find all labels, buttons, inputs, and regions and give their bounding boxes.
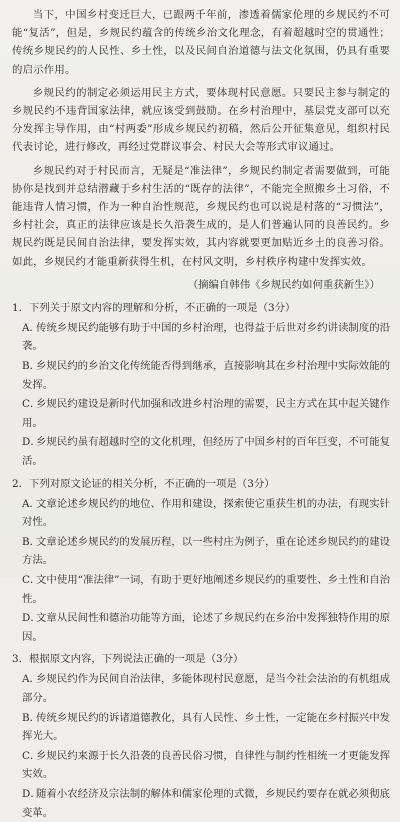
option-text: 乡规民约虽有超越时空的文化机理，但经历了中国乡村的百年巨变，不可能复活。 (22, 436, 390, 467)
question-1-option-d[interactable] (22, 433, 390, 470)
question-3-option-d[interactable] (22, 785, 390, 822)
question-3-option-c[interactable] (22, 747, 390, 784)
question-3-stem: 3．根据原文内容，下列说法正确的一项是（3分） (12, 653, 244, 666)
question-3 (12, 650, 390, 822)
option-letter: D． (22, 612, 41, 625)
question-2-stem: 2．下列对原文论证的相关分析，不正确的一项是（3分） (12, 477, 275, 490)
question-1 (12, 299, 390, 471)
option-text: 文章从民间性和德治功能等方面，论述了乡规民约在乡治中发挥独特作用的原因。 (22, 612, 390, 643)
option-text: 乡规民约建设是新时代加强和改进乡村治理的需要，民主方式在其中起关键作用。 (22, 398, 390, 429)
option-letter: A． (22, 321, 40, 334)
option-letter: B． (22, 535, 41, 548)
passage-paragraph-3: 乡规民约对于村民而言，无疑是“准法律”，乡规民约制定者需要做到，可能协你是找到并总结潜藏于乡村生活的“既存的法律”，不能完全照搬乡土习俗，不能违背人情习惯，作为一种自治性规范，乡规民约也可以说是村落的“习惯法”，乡村社会，真正的法律应该是长久沿袭生成的，是人们普遍认同的良善民约。乡规民约既是民间自治法律，要发挥实效，其内容就要更加贴近乡土的良善习俗。如此，乡规民约才能重新获得生机，在村风文明，乡村秩序构建中发挥实效。 (12, 164, 390, 268)
option-text: 传统乡规民约的诉诸道德教化，具有人民性、乡土性，一定能在乡村振兴中发挥光大。 (22, 711, 390, 743)
option-letter: C． (22, 398, 41, 411)
question-1-option-a[interactable] (22, 319, 390, 356)
option-letter: C． (22, 573, 41, 586)
option-letter: B． (22, 711, 41, 724)
question-2-option-d[interactable] (22, 609, 390, 646)
option-letter: C． (22, 749, 41, 762)
passage-paragraph-1: 当下，中国乡村变迁巨大，已跟两千年前，渗透着儒家伦理的乡规民约不可能“复活”，但是，乡规民约蕴含的传统乡治文化理念，有着超越时空的贯通性；传统乡规民约的人民性、乡土性，以及民间自治道德与法文化氛围，仍具有重要的启示作用。 (12, 9, 390, 76)
option-text: 随着小农经济及宗法制的解体和儒家伦理的式微，乡规民约要存在就必须彻底变革。 (22, 787, 390, 819)
option-letter: D． (22, 787, 41, 800)
option-text: 传统乡规民约能够有助于中国的乡村治理，也得益于后世对乡约讲读制度的沿袭。 (22, 321, 390, 353)
question-1-option-b[interactable] (22, 357, 390, 394)
question-1-stem: 1．下列关于原文内容的理解和分析，不正确的一项是（3分） (12, 301, 296, 314)
passage-source: （摘编自韩伟《乡规民约如何重获新生》） (187, 278, 380, 291)
option-text: 乡规民约作为民间自治法律，多能体现村民意愿，是当今社会法治的有机组成部分。 (22, 673, 390, 704)
option-letter: D． (22, 436, 41, 449)
passage (12, 6, 390, 294)
option-text: 文中使用“准法律”一词，有助于更好地阐述乡规民约的重要性、乡土性和自治性。 (22, 573, 390, 605)
passage-paragraph-2: 乡规民约的制定必须运用民主方式，要体现村民意愿。只要民主参与制定的乡规民约不违背国家法律，就应该受到鼓励。在乡村治理中，基层党支部可以充分发挥主导作用，由“村两委”形成乡规民约初稿，然后公开征集意见，组织村民代表讨论，进行修改，再经过党群议事会、村民大会等形式审议通过。 (12, 86, 390, 154)
question-1-option-c[interactable] (22, 395, 390, 432)
option-letter: A． (22, 497, 40, 510)
option-text: 乡规民约的乡治文化传统能否得到继承，直接影响其在乡村治理中实际效能的发挥。 (22, 360, 390, 391)
option-text: 文章论述乡规民约的发展历程，以一些村庄为例子，重在论述乡规民约的建设方法。 (22, 535, 390, 567)
question-2-option-a[interactable] (22, 495, 390, 532)
question-2-option-b[interactable] (22, 533, 390, 570)
option-text: 乡规民约来源于长久沿袭的良善民俗习惯，自律性与制约性相统一才更能发挥实效。 (22, 749, 390, 781)
option-text: 文章论述乡规民约的地位、作用和建设，探索使它重获生机的办法，有现实针对性。 (22, 497, 390, 529)
question-2 (12, 475, 390, 647)
option-letter: B． (22, 360, 41, 373)
option-letter: A． (22, 673, 40, 686)
question-3-option-a[interactable] (22, 670, 390, 707)
question-3-option-b[interactable] (22, 709, 390, 746)
